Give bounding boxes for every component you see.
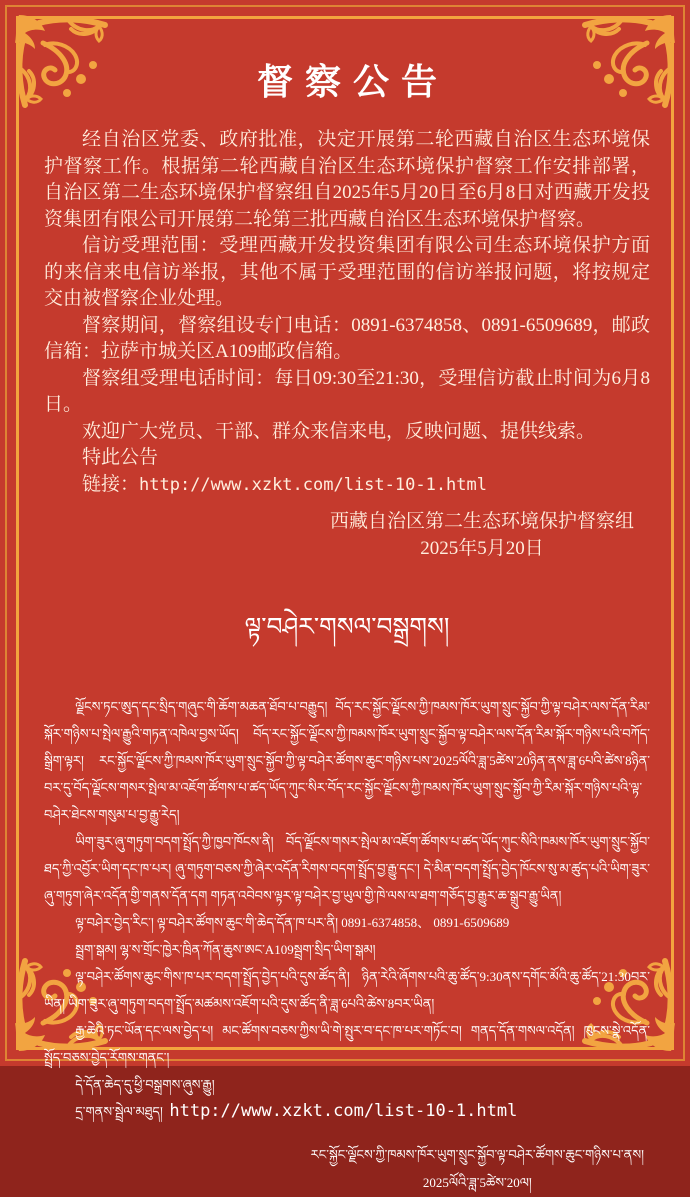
bo-link-line [44,1098,650,1125]
cn-paragraph-hours: 督察组受理电话时间：每日09:30至21:30，受理信访截止时间为6月8日。 [44,367,650,415]
cn-date: 2025年5月20日 [420,538,544,559]
announcement-link-url[interactable]: http://www.xzkt.com/list-10-1.html [139,474,488,495]
announcement-link-url-tibetan[interactable]: http://www.xzkt.com/list-10-1.html [169,1101,518,1121]
cn-link-line [44,472,650,499]
tibetan-title: ལྟ་བཤེར་གསལ་བསྒྲགས། [244,614,450,641]
cn-paragraph-contact: 督察期间，督察组设专门电话：0891-6374858、0891-6509689，邮政信箱：拉萨市城关区A109邮政信箱。 [44,314,650,362]
bo-signature: རང་སྐྱོང་ལྗོངས་ཀྱི་ཁམས་ཁོར་ཡུག་སྲུང་སྐྱོབ་ལྟ་བཤེར་ཚོགས་ཆུང་གཉིས་པ་ནས། [310,1147,644,1162]
bo-paragraph-mailbox: སྦྲག་སྒམ། ལྷ་ས་གྲོང་ཁྱེར་ཁྲིན་ཀོན་ཆུས་ཨང་A109སྦྲག་སྲིད་ཡིག་སྒམ། [75,942,376,957]
cn-paragraph-welcome: 欢迎广大党员、干部、群众来信来电，反映问题、提供线索。 [82,420,596,442]
bo-paragraph-scope: ཡིག་ཟུར་ཞུ་གཏུག་བདག་སྤྲོད་ཀྱི་ཁྱབ་ཁོངས་ནི། བོད་ལྗོངས་གསར་སྤེལ་མ་འཇོག་ཚོགས་པ་ཚད་ཡོད་ཀུང་སིའི་ཁམས་ཁོར་ཡུག་སྲུང་སྐྱོབ་ཐད་ཀྱི་འབྱོར་ཡིག་དང་ཁ་པར། ཞུ་གཏུག་བཅས་ཀྱི་ཞེར་འདོན་རིགས་བདག་སྤྲོད་བྱ་རྒྱུ་དང་། དེ་མིན་བདག་སྤྲོད་བྱེད་ཁོངས་སུ་མ་ཚུད་པའི་ཡིག་ཟུར་ཞུ་གཏུག་ཞེར་འདོན་གྱི་གནས་དོན་དག གཏན་འབེབས་ལྟར་ལྟ་བཤེར་བྱ་ཡུལ་གྱི་ཁེ་ལས་ལ་ཐག་གཅོད་བྱ་རྒྱུར་ཆ་སྒྲུབ་རྒྱུ་ཡིན། [44,834,650,903]
cn-paragraph-approval: 经自治区党委、政府批准，决定开展第二轮西藏自治区生态环境保护督察工作。根据第二轮西藏自治区生态环境保护督察工作安排部署，自治区第二生态环境保护督察组自2025年5月20日至6月8日对西藏开发投资集团有限公司开展第二轮第三批西藏自治区生态环境保护督察。 [44,129,650,230]
tibetan-body [44,693,650,1125]
page-title: 督察公告 [256,62,449,102]
cn-signature: 西藏自治区第二生态环境保护督察组 [329,511,634,532]
bo-date: 2025ལོའི་ཟླ་5ཚེས་20ལ། [422,1175,532,1190]
cn-paragraph-scope: 信访受理范围：受理西藏开发投资集团有限公司生态环境保护方面的来信来电信访举报，其他不属于受理范围的信访举报问题，将按规定交由被督察企业处理。 [44,235,650,309]
chinese-body [44,127,650,498]
bo-paragraph-hereby: དེ་དོན་ཆེད་དུ་ཕྱི་བསྒྲགས་ཞུས་རྒྱུ། [75,1077,215,1092]
bo-paragraph-hours: ལྟ་བཤེར་ཚོགས་ཆུང་གིས་ཁ་པར་བདག་སྤྲོད་བྱེད་པའི་དུས་ཚོད་ནི། ཉིན་རེའི་ཞོགས་པའི་ཆུ་ཚོད་9:30ནས་དགོང་མོའི་ཆུ་ཚོད་21:30བར་ཡིན། ཡིག་ཟུར་ཞུ་གཏུག་བདག་སྤྲོད་མཚམས་འཇོག་པའི་དུས་ཚོད་ནི་ཟླ་6པའི་ཚེས་8བར་ཡིན། [44,969,650,1011]
chinese-signature-block [44,508,650,562]
announcement-content [44,40,650,1197]
bo-paragraph-welcome: རྒྱ་ཆེའི་ཏང་ཡོན་དང་ལས་བྱེད་པ། མང་ཚོགས་བཅས་ཀྱིས་ཡི་གེ་སྤུར་བ་དང་ཁ་པར་གཏོང་བ། གནད་དོན་གསལ་འདོན། ཁུངས་སྣེ་འདོན་སྤྲོད་བཅས་བྱེད་རོགས་གནང་། [44,1023,650,1065]
cn-paragraph-hereby: 特此公告 [82,447,159,468]
bo-paragraph-approval: ལྗོངས་ཏང་ཨུད་དང་སྲིད་གཞུང་གི་ཆོག་མཆན་ཐོབ་པ་བརྒྱུད། བོད་རང་སྐྱོང་ལྗོངས་ཀྱི་ཁམས་ཁོར་ཡུག་སྲུང་སྐྱོབ་ཀྱི་ལྟ་བཤེར་ལས་དོན་རིམ་སྐོར་གཉིས་པ་སྤེལ་རྒྱུའི་གཏན་འཁེལ་བྱས་ཡོད། བོད་རང་སྐྱོང་ལྗོངས་ཀྱི་ཁམས་ཁོར་ཡུག་སྲུང་སྐྱོབ་ལྟ་བཤེར་ལས་དོན་རིམ་སྐོར་གཉིས་པའི་བཀོད་སྒྲིག་ལྟར། རང་སྐྱོང་ལྗོངས་ཀྱི་ཁམས་ཁོར་ཡུག་སྲུང་སྐྱོབ་ཀྱི་ལྟ་བཤེར་ཚོགས་ཆུང་གཉིས་པས་2025ལོའི་ཟླ་5ཚེས་20ཉིན་ནས་ཟླ་6པའི་ཚེས་8ཉིན་བར་དུ་བོད་ལྗོངས་གསར་སྤེལ་མ་འཇོག་ཚོགས་པ་ཚད་ཡོད་ཀུང་སིར་བོད་རང་སྐྱོང་ལྗོངས་ཀྱི་ཁམས་ཁོར་ཡུག་སྲུང་སྐྱོབ་ཀྱི་རིམ་སྐོར་གཉིས་པའི་ལྟ་བཤེར་ཐེངས་གསུམ་པ་བྱ་རྒྱུ་རེད། [44,699,650,822]
cn-link-label: 链接： [82,473,140,495]
bo-paragraph-phones: ལྟ་བཤེར་བྱེད་རིང་། ལྟ་བཤེར་ཚོགས་ཆུང་གི་ཆེད་དོན་ཁ་པར་ནི། 0891-6374858、 0891-6509689 [75,915,510,930]
tibetan-signature-block [44,1141,650,1197]
bo-link-label: དྲ་གནས་སྦྲེལ་མཐུད། [75,1104,163,1119]
